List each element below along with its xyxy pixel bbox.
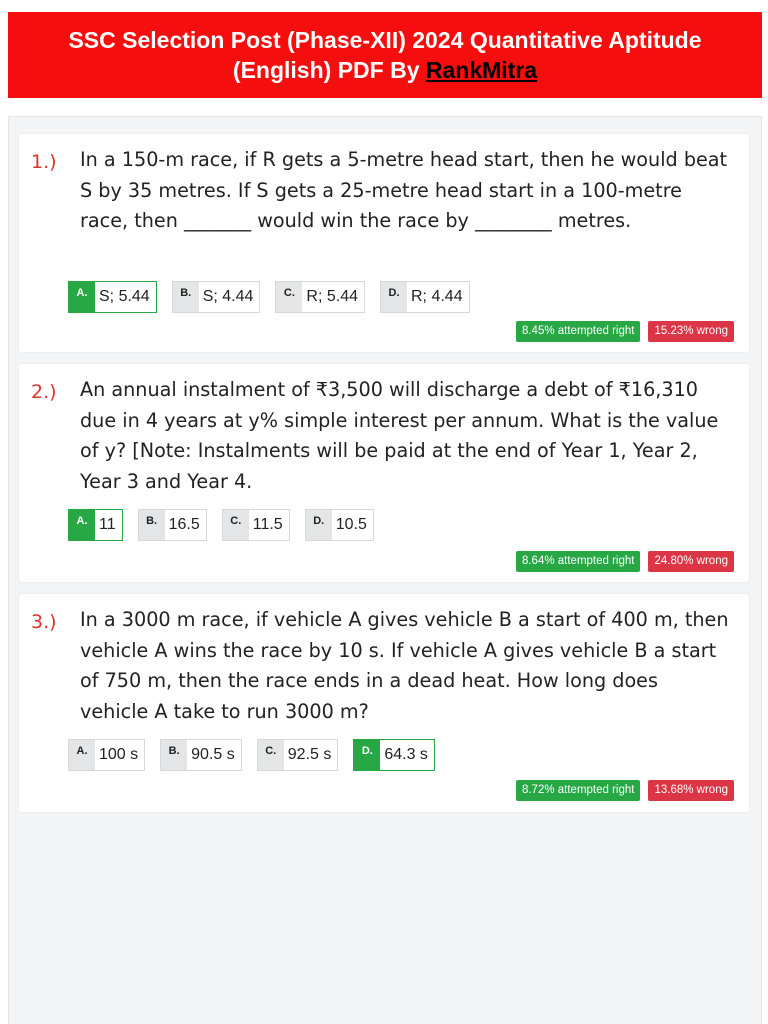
options-row [68,509,389,541]
stats-row [516,321,734,342]
option-a[interactable] [68,281,157,313]
option-letter: A. [69,510,95,540]
option-value: R; 5.44 [306,288,358,305]
wrong-badge: 13.68% wrong [648,780,734,801]
option-value: 16.5 [168,516,200,533]
page-header [8,12,762,98]
option-a[interactable] [68,739,145,771]
question-text: An annual instalment of ₹3,500 will discharge a debt of ₹16,310 due in 4 years at y% simple interest per annum. What is the value of y? [Note: Instalments will be paid at the end of Year 1, Year 2, Year 3 and Year 4. [80,378,719,493]
question-card [19,594,749,812]
option-value: 100 s [99,746,139,763]
option-letter: D. [381,282,407,312]
option-letter: B. [161,740,187,770]
option-c[interactable] [222,509,290,541]
option-letter: A. [69,740,95,770]
option-letter: C. [276,282,302,312]
option-letter: C. [223,510,249,540]
option-value: 10.5 [335,516,367,533]
question-number: 3.) [31,611,57,633]
question-card [19,134,749,352]
question-card [19,364,749,582]
option-b[interactable] [160,739,242,771]
wrong-badge: 24.80% wrong [648,551,734,572]
option-value: 90.5 s [191,746,235,763]
option-b[interactable] [172,281,261,313]
question-text: In a 3000 m race, if vehicle A gives vehicle B a start of 400 m, then vehicle A wins the race by 10 s. If vehicle A gives vehicle B a start of 750 m, then the race ends in a dead heat. How long does vehicle A take to run 3000 m? [80,608,729,723]
option-d[interactable] [305,509,374,541]
brand-link[interactable]: RankMitra [425,57,538,83]
option-letter: D. [306,510,332,540]
wrong-badge: 15.23% wrong [648,321,734,342]
header-title-prefix: (English) PDF By [232,57,426,83]
question-number: 1.) [31,151,57,173]
option-value: R; 4.44 [411,288,463,305]
option-a[interactable] [68,509,123,541]
question-text: In a 150-m race, if R gets a 5-metre head start, then he would beat S by 35 metres. If S gets a 25-metre head start in a 100-metre race, then _______ would win the race by ________ metres. [80,148,728,233]
option-letter: B. [139,510,165,540]
stats-row [516,551,734,572]
option-value: 92.5 s [287,746,332,763]
option-value: 11 [99,516,116,533]
option-d[interactable] [353,739,435,771]
option-value: S; 5.44 [99,288,150,305]
question-number: 2.) [31,381,57,403]
option-b[interactable] [138,509,207,541]
right-badge: 8.72% attempted right [516,780,641,801]
header-title-line1: SSC Selection Post (Phase-XII) 2024 Quantitative Aptitude [68,27,702,53]
option-value: S; 4.44 [202,288,254,305]
option-letter: D. [354,740,380,770]
option-c[interactable] [275,281,365,313]
option-c[interactable] [257,739,339,771]
option-letter: B. [173,282,199,312]
option-letter: C. [258,740,284,770]
header-title-line2 [233,55,537,85]
right-badge: 8.64% attempted right [516,551,641,572]
right-badge: 8.45% attempted right [516,321,641,342]
option-d[interactable] [380,281,470,313]
options-row [68,281,485,313]
option-value: 64.3 s [384,746,428,763]
option-letter: A. [69,282,95,312]
option-value: 11.5 [252,516,283,533]
options-row [68,739,450,771]
stats-row [516,780,734,801]
